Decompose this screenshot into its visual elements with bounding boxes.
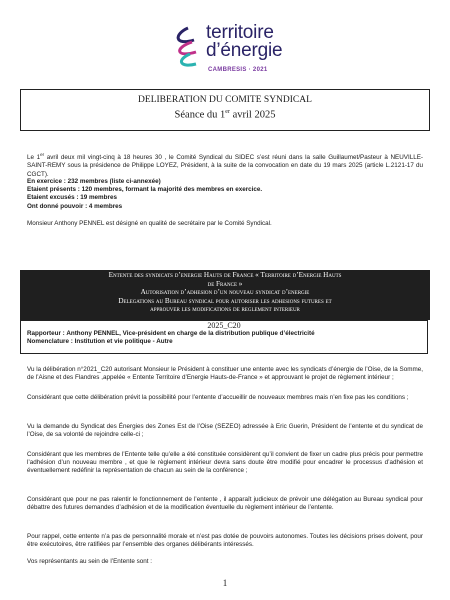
attendance-block [27,178,423,211]
rapporteur: Rapporteur : Anthony PENNEL, Vice-président en charge de la distribution publique d’électricité [27,330,315,337]
intro-paragraph: Le 1er avril deux mil vingt-cinq à 18 heures 30 , le Comité Syndical du SIDEC s’est réuni dans la salle Guillaumet/Pasteur à NEUVILLE-SAINT-REMY sous la présidence de Philippe LOYEZ, Président, à la suite de la convocation en date du 19 mars 2025 (article L.2121-17 du CGCT). [27,152,423,178]
deliberation-number: 2025_C20 [207,321,241,330]
nomenclature: Nomenclature : Institution et vie politique - Autre [27,338,173,345]
logo [168,22,288,76]
banner-line: Delegations au Bureau syndical pour autoriser les adhesions futures et [118,296,332,305]
meta-box [20,320,428,354]
banner-line: approuver les modifications de reglement interieur [150,305,300,314]
body-paragraph: Vu la délibération n°2021_C20 autorisant Monsieur le Président à constituer une entente avec les syndicats d’énergie de l’Oise, de la Somme, de l’Aisne et des Flandres ,appelée « Entente Territoire d’Energie Hauts-de-France » et approuvant le projet de règlement intérieur ; [27,366,423,382]
attendance-line: Etaient excusés : 19 membres [27,194,117,202]
document-title: DELIBERATION DU COMITE SYNDICAL [138,95,312,105]
logo-subtitle: CAMBRESIS · 2021 [208,67,268,73]
body-paragraph: Considérant que cette délibération prévit la possibilité pour l’entente d’accueillir de nouveaux membres mais n’en fixe pas les conditions ; [27,394,409,401]
session-date: Séance du 1er avril 2025 [174,109,276,121]
body-paragraph: Considérant que pour ne pas ralentir le fonctionnement de l’entente , il apparaît judicieux de prévoir une délégation au Bureau syndical pour débattre des futures demandes d’adhésion et de la modification éventuelle du règlement intérieur de l’entente. [27,496,423,512]
banner-line: Entente des syndicats d’energie Hauts de France « Territoire d’Energie Hauts [108,271,342,279]
body-paragraph: Vu la demande du Syndicat des Énergies des Zones Est de l’Oise (SEZEO) adressée à Eric Guerin, Président de l’entente et du syndicat de l’Oise, de sa volonté de rejoindre celle-ci ; [27,423,423,439]
banner-line: Autorisation d’adhesion d’un nouveau syndicat d’energie [140,288,310,297]
logo-swirl-icon [168,24,202,70]
body-paragraph: Vos représentants au sein de l’Entente sont : [27,558,152,565]
attendance-line: En exercice : 232 membres (liste ci-annexée) [27,178,161,185]
body-paragraph: Considérant que les membres de l’Entente telle qu’elle a été constituée considèrent qu’il convient de fixer un cadre plus précis pour permettre l’adhésion d’un nouveau membre , et que le règlement intérieur devra sans doute être modifié pour encadrer le processus d’adhésion et éventuellement redéfinir la représentation de chacun au sein de la conférence ; [27,451,423,475]
secretary-line: Monsieur Anthony PENNEL est désigné en qualité de secrétaire par le Comité Syndical. [27,220,272,227]
banner-line: de France » [207,279,243,288]
attendance-line: Ont donné pouvoir : 4 membres [27,202,123,210]
page-number: 1 [222,578,228,588]
logo-wordmark: territoire d’énergie [206,22,283,61]
body-paragraph: Pour rappel, cette entente n’a pas de personnalité morale et n’est pas dotée de pouvoirs autonomes. Toutes les décisions prises doivent, pour être exécutoires, être ratifiées par l’ensemble des organes délibérants intéressés. [27,533,423,549]
attendance-line: Etaient présents : 120 membres, formant la majorité des membres en exercice. [27,186,263,194]
title-box [20,89,430,131]
subject-banner [20,270,430,320]
